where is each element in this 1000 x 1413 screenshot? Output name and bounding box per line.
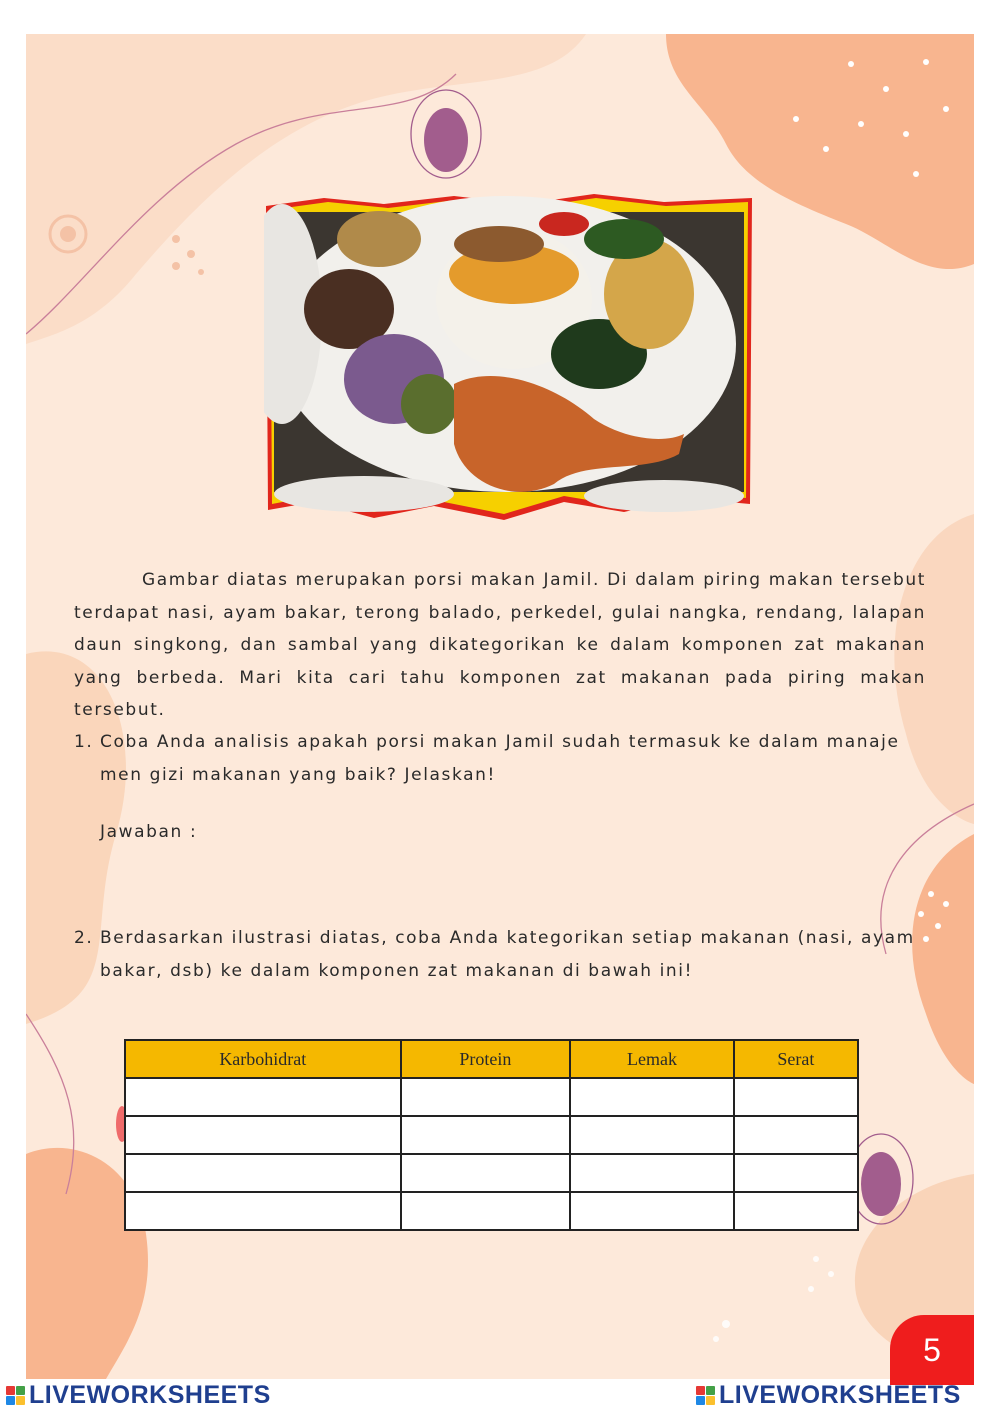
answer-cell[interactable]: [570, 1078, 734, 1116]
answer-cell[interactable]: [125, 1154, 401, 1192]
table-row: [125, 1116, 858, 1154]
question-text: Coba Anda analisis apakah porsi makan Jamil sudah termasuk ke dalam manaje men gizi makanan yang baik? Jelaskan!: [100, 732, 900, 785]
liveworksheets-logo-icon: [6, 1386, 25, 1405]
answer-cell[interactable]: [734, 1116, 858, 1154]
question-number: 2.: [74, 928, 94, 948]
table-row: [125, 1154, 858, 1192]
page-number-badge: 5: [890, 1315, 974, 1385]
answer-cell[interactable]: [570, 1192, 734, 1230]
nutrient-category-table: [124, 1039, 859, 1231]
answer-cell[interactable]: [401, 1192, 571, 1230]
table-row: [125, 1078, 858, 1116]
liveworksheets-watermark-left: [6, 1380, 271, 1410]
question-text: Berdasarkan ilustrasi diatas, coba Anda kategorikan setiap makanan (nasi, ayam bakar, dsb) ke dalam komponen zat makanan di bawah ini!: [100, 928, 915, 981]
answer-cell[interactable]: [734, 1192, 858, 1230]
header-lemak: Lemak: [570, 1040, 734, 1078]
answer-cell[interactable]: [401, 1078, 571, 1116]
header-karbohidrat: Karbohidrat: [125, 1040, 401, 1078]
answer-cell[interactable]: [125, 1192, 401, 1230]
table-row: [125, 1192, 858, 1230]
watermark-text: LIVEWORKSHEETS: [29, 1380, 271, 1409]
worksheet-page: [26, 34, 974, 1379]
intro-paragraph: Gambar diatas merupakan porsi makan Jamil. Di dalam piring makan tersebut terdapat nasi, ayam bakar, terong balado, perkedel, gulai nangka, rendang, lalapan daun singkong, dan sambal yang dikategorikan ke dalam komponen zat makanan yang berbeda. Mari kita cari tahu komponen zat makanan pada piring makan tersebut.: [74, 570, 926, 720]
header-serat: Serat: [734, 1040, 858, 1078]
header-protein: Protein: [401, 1040, 571, 1078]
answer-cell[interactable]: [401, 1154, 571, 1192]
food-plate-photo: [264, 184, 754, 524]
answer-cell[interactable]: [734, 1078, 858, 1116]
question-1: [74, 726, 934, 791]
answer-cell[interactable]: [125, 1116, 401, 1154]
answer-label: Jawaban :: [100, 822, 198, 842]
answer-cell[interactable]: [570, 1116, 734, 1154]
table-header-row: [125, 1040, 858, 1078]
answer-cell[interactable]: [401, 1116, 571, 1154]
watermark-text: LIVEWORKSHEETS: [719, 1380, 961, 1409]
answer-cell[interactable]: [734, 1154, 858, 1192]
question-2: [74, 922, 944, 987]
liveworksheets-watermark-right: [696, 1380, 961, 1410]
answer-cell[interactable]: [125, 1078, 401, 1116]
answer-cell[interactable]: [570, 1154, 734, 1192]
question-number: 1.: [74, 732, 94, 752]
liveworksheets-logo-icon: [696, 1386, 715, 1405]
